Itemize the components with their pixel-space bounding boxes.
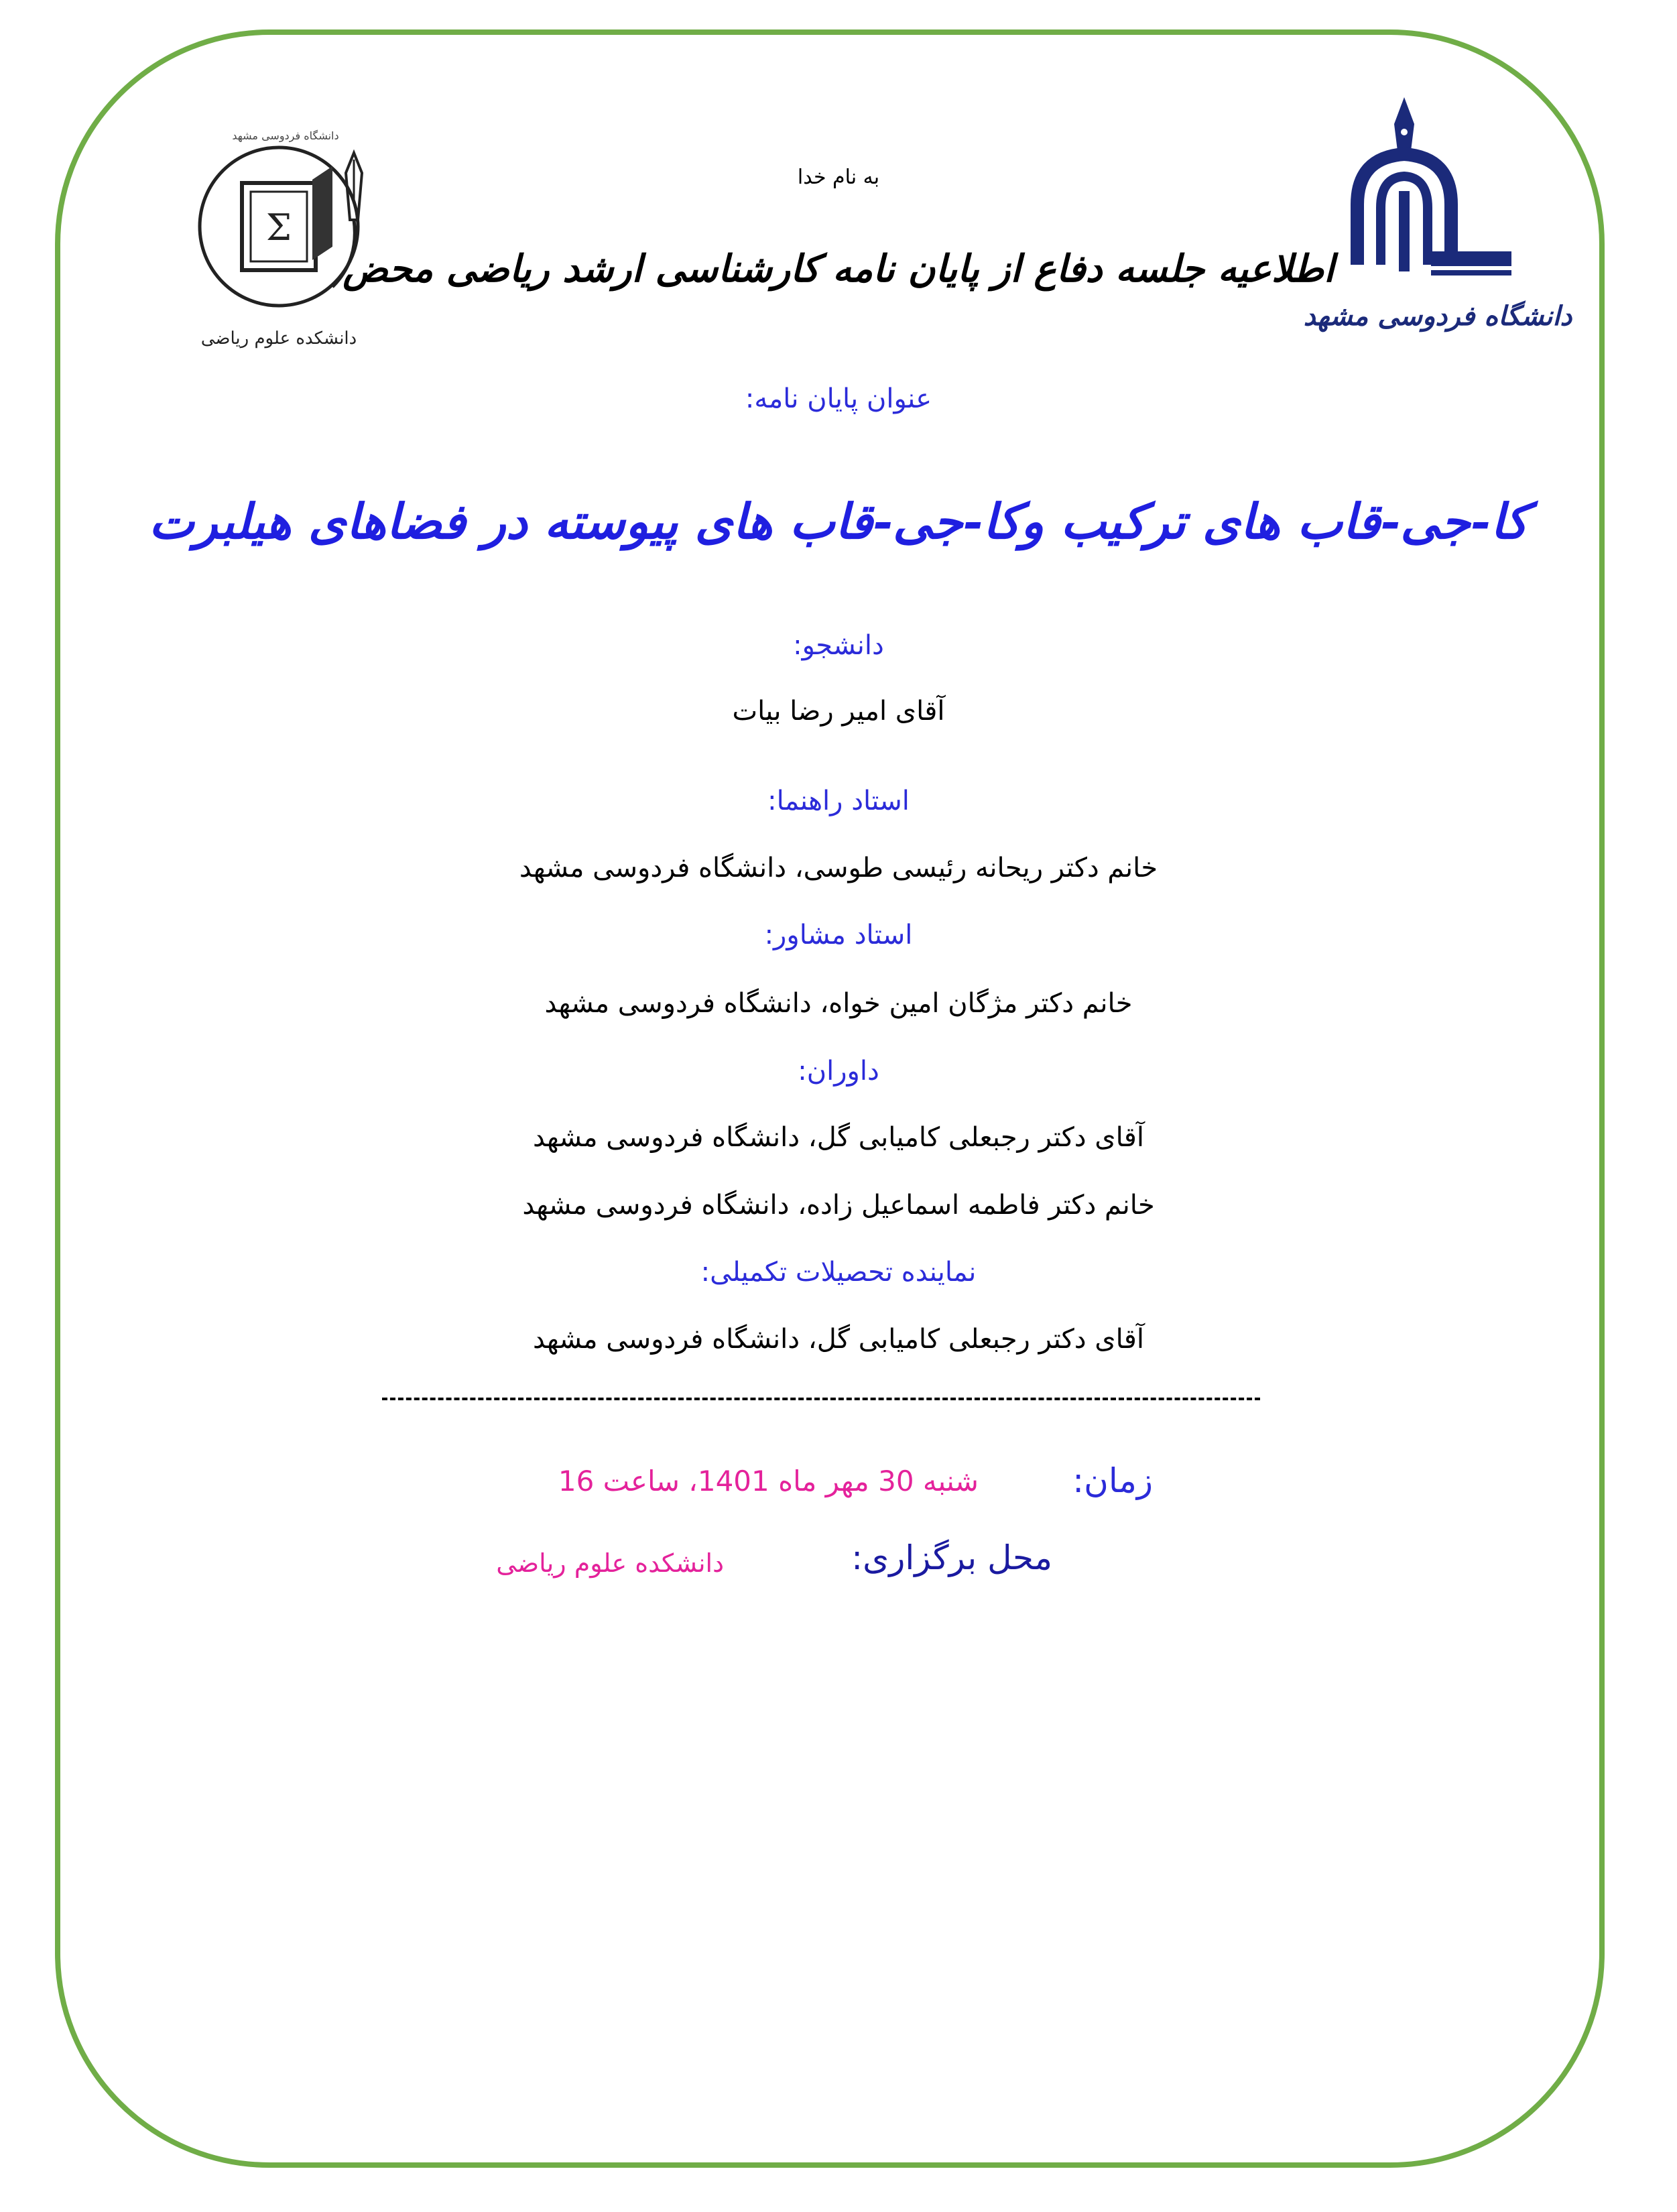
thesis-title-label: عنوان پایان نامه:: [745, 383, 932, 414]
time-value: شنبه 30 مهر ماه 1401، ساعت 16: [558, 1465, 979, 1497]
supervisor-name: خانم دکتر ریحانه رئیسی طوسی، دانشگاه فردوسی مشهد: [519, 853, 1158, 883]
announcement-title: اطلاعیه جلسه دفاع از پایان نامه کارشناسی ارشد ریاضی محض: [343, 247, 1334, 291]
advisor-label: استاد مشاور:: [764, 920, 913, 950]
bismillah: به نام خدا: [797, 166, 880, 189]
university-logo: [1303, 97, 1572, 352]
faculty-logo-top-text: دانشگاه فردوسی مشهد: [232, 129, 339, 142]
representative-name: آقای دکتر رجبعلی کامیابی گل، دانشگاه فردوسی مشهد: [532, 1324, 1145, 1355]
student-name: آقای امیر رضا بیات: [732, 696, 945, 727]
faculty-logo-text: دانشکده علوم ریاضی: [200, 328, 357, 349]
faculty-logo: [178, 113, 393, 367]
thesis-title: کا-جی-قاب های ترکیب وکا-جی-قاب های پیوسته در فضاهای هیلبرت: [149, 493, 1528, 550]
place-value: دانشکده علوم ریاضی: [496, 1548, 724, 1578]
referee-name: خانم دکتر فاطمه اسماعیل زاده، دانشگاه فردوسی مشهد: [522, 1190, 1155, 1221]
time-label: زمان:: [1072, 1461, 1153, 1500]
svg-text:Σ: Σ: [265, 206, 292, 249]
university-logo-text: دانشگاه فردوسی مشهد: [1303, 300, 1572, 332]
supervisor-label: استاد راهنما:: [767, 786, 910, 816]
referees-label: داوران:: [798, 1056, 879, 1087]
representative-label: نماینده تحصیلات تکمیلی:: [700, 1257, 977, 1288]
referee-name: آقای دکتر رجبعلی کامیابی گل، دانشگاه فردوسی مشهد: [532, 1122, 1145, 1153]
advisor-name: خانم دکتر مژگان امین خواه، دانشگاه فردوسی مشهد: [544, 988, 1133, 1019]
place-label: محل برگزاری:: [851, 1538, 1052, 1577]
separator-line: [382, 1398, 1260, 1400]
student-label: دانشجو:: [793, 630, 884, 661]
